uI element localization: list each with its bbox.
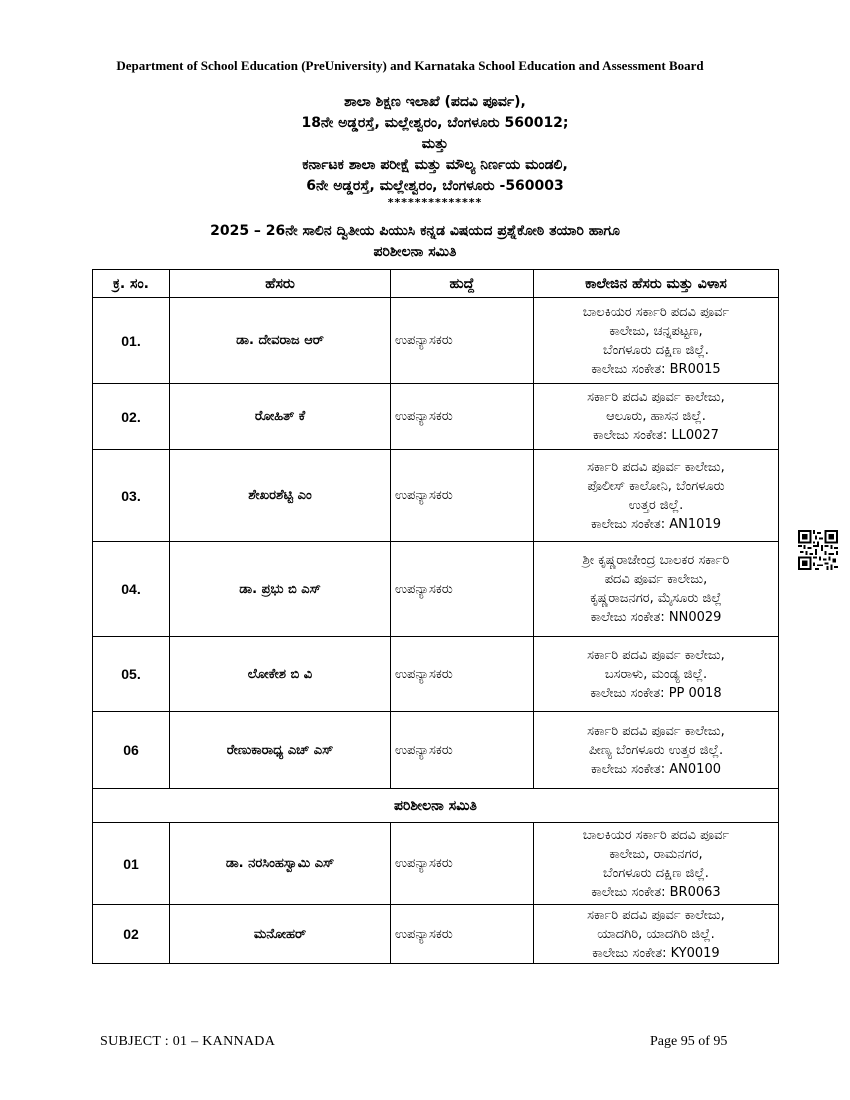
row-name: ಡಾ. ದೇವರಾಜ ಆರ್ (170, 298, 391, 384)
committee-table (92, 269, 779, 964)
footer-subject: SUBJECT : 01 – KANNADA (100, 1034, 276, 1049)
college-address-line: ಆಲೂರು, ಹಾಸನ ಜಿಲ್ಲೆ. (606, 409, 706, 424)
row-designation: ಉಪನ್ಯಾಸಕರು (391, 450, 534, 542)
college-address-line: ಕಾಲೇಜು ಸಂಕೇತ: AN1019 (590, 516, 721, 532)
college-address-line: ಸರ್ಕಾರಿ ಪದವಿ ಪೂರ್ವ ಕಾಲೇಜು, (587, 723, 725, 739)
address-header (0, 92, 850, 209)
row-name: ಶೇಖರಶೆಟ್ಟಿ ಎಂ (170, 450, 391, 542)
college-address-line: ಕಾಲೇಜು ಸಂಕೇತ: BR0063 (591, 884, 721, 900)
row-sl-no: 05. (93, 637, 170, 712)
college-address-line: ಕಾಲೇಜು ಸಂಕೇತ: BR0015 (591, 361, 721, 377)
row-name: ಡಾ. ಪ್ರಭು ಬಿ ಎಸ್ (170, 542, 391, 637)
address-line: ಶಾಲಾ ಶಿಕ್ಷಣ ಇಲಾಖೆ (ಪದವಿ ಪೂರ್ವ), (344, 94, 526, 110)
table-row (93, 450, 779, 542)
college-address-line: ಕಾಲೇಜು ಸಂಕೇತ: LL0027 (593, 428, 719, 443)
college-address-line: ಕಾಲೇಜು ಸಂಕೇತ: NN0029 (590, 610, 722, 625)
row-sl-no: 02 (93, 905, 170, 964)
college-address-line: ಬಾಲಕಿಯರ ಸರ್ಕಾರಿ ಪದವಿ ಪೂರ್ವ (582, 827, 730, 843)
table-row (93, 637, 779, 712)
row-college-address (534, 823, 779, 905)
college-address-line: ಕಾಲೇಜು, ರಾಮನಗರ, (609, 846, 703, 862)
college-address-line: ಯಾದಗಿರಿ, ಯಾದಗಿರಿ ಜಿಲ್ಲೆ. (597, 926, 715, 942)
row-designation: ಉಪನ್ಯಾಸಕರು (391, 637, 534, 712)
table-row (93, 823, 779, 905)
college-address-line: ಉತ್ತರ ಜಿಲ್ಲೆ. (628, 497, 684, 513)
address-line: 18ನೇ ಅಡ್ಡರಸ್ತೆ, ಮಲ್ಲೇಶ್ವರಂ, ಬೆಂಗಳೂರು 560012; (301, 115, 569, 131)
header-college: ಕಾಲೇಜಿನ ಹೆಸರು ಮತ್ತು ವಿಳಾಸ (534, 270, 779, 298)
college-address-line: ಕಾಲೇಜು ಸಂಕೇತ: KY0019 (592, 945, 720, 961)
college-address-line: ಕಾಲೇಜು, ಚನ್ನಪಟ್ಟಣ, (609, 323, 703, 339)
college-address-line: ಬೆಂಗಳೂರು ದಕ್ಷಿಣ ಜಿಲ್ಲೆ. (603, 865, 709, 881)
row-college-address (534, 298, 779, 384)
row-name: ರೇಣುಕಾರಾಧ್ಯ ಎಚ್ ಎಸ್ (170, 712, 391, 789)
college-address-line: ಕಾಲೇಜು ಸಂಕೇತ: AN0100 (590, 761, 721, 777)
row-name: ಮನೋಹರ್ (170, 905, 391, 964)
row-college-address (534, 384, 779, 450)
row-sl-no: 02. (93, 384, 170, 450)
college-address-line: ಬಸರಾಳು, ಮಂಡ್ಯ ಜಿಲ್ಲೆ. (604, 666, 708, 682)
row-name: ಡಾ. ನರಸಿಂಹಸ್ವಾಮಿ ಎಸ್ (170, 823, 391, 905)
row-college-address (534, 637, 779, 712)
row-sl-no: 06 (93, 712, 170, 789)
row-college-address (534, 450, 779, 542)
row-name: ಲೋಕೇಶ ಬಿ ವಿ (170, 637, 391, 712)
college-address-line: ಪೊಲೀಸ್ ಕಾಲೋನಿ, ಬೆಂಗಳೂರು (587, 478, 725, 494)
table-row (93, 542, 779, 637)
college-address-line: ಸರ್ಕಾರಿ ಪದವಿ ಪೂರ್ವ ಕಾಲೇಜು, (587, 647, 725, 663)
table-row (93, 905, 779, 964)
table-header-row (93, 270, 779, 298)
title-line-2: ಪರಿಶೀಲನಾ ಸಮಿತಿ (373, 244, 457, 260)
college-address-line: ಪೀಣ್ಯ ಬೆಂಗಳೂರು ಉತ್ತರ ಜಿಲ್ಲೆ. (588, 742, 724, 758)
section-title: ಪರಿಶೀಲನಾ ಸಮಿತಿ (93, 789, 779, 823)
address-line: ಮತ್ತು (421, 136, 449, 152)
row-sl-no: 04. (93, 542, 170, 637)
row-college-address (534, 905, 779, 964)
college-address-line: ಸರ್ಕಾರಿ ಪದವಿ ಪೂರ್ವ ಕಾಲೇಜು, (587, 390, 725, 405)
college-address-line: ಬಾಲಕಿಯರ ಸರ್ಕಾರಿ ಪದವಿ ಪೂರ್ವ (582, 304, 730, 320)
table-row (93, 298, 779, 384)
college-address-line: ಸರ್ಕಾರಿ ಪದವಿ ಪೂರ್ವ ಕಾಲೇಜು, (587, 907, 725, 923)
row-name: ರೋಹಿತ್ ಕೆ (170, 384, 391, 450)
section-row (93, 789, 779, 823)
row-designation: ಉಪನ್ಯಾಸಕರು (391, 712, 534, 789)
footer-page-number: Page 95 of 95 (650, 1034, 728, 1049)
row-designation: ಉಪನ್ಯಾಸಕರು (391, 384, 534, 450)
college-address-line: ಬೆಂಗಳೂರು ದಕ್ಷಿಣ ಜಿಲ್ಲೆ. (603, 342, 709, 358)
row-sl-no: 03. (93, 450, 170, 542)
department-line: Department of School Education (PreUniversity) and Karnataka School Education and Assessment Board (116, 58, 704, 73)
table-body (93, 298, 779, 964)
address-line: 6ನೇ ಅಡ್ಡರಸ್ತೆ, ಮಲ್ಲೇಶ್ವರಂ, ಬೆಂಗಳೂರು -560003 (306, 178, 564, 194)
header-sl-no: ಕ್ರ. ಸಂ. (93, 270, 170, 298)
table-row (93, 712, 779, 789)
row-designation: ಉಪನ್ಯಾಸಕರು (391, 823, 534, 905)
row-designation: ಉಪನ್ಯಾಸಕರು (391, 905, 534, 964)
address-line: ಕರ್ನಾಟಕ ಶಾಲಾ ಪರೀಕ್ಷೆ ಮತ್ತು ಮೌಲ್ಯ ನಿರ್ಣಯ ಮಂಡಲಿ, (302, 157, 568, 173)
row-sl-no: 01 (93, 823, 170, 905)
row-sl-no: 01. (93, 298, 170, 384)
table-row (93, 384, 779, 450)
header-designation: ಹುದ್ದೆ (391, 270, 534, 298)
document-title (0, 221, 830, 263)
college-address-line: ಪದವಿ ಪೂರ್ವ ಕಾಲೇಜು, (604, 572, 708, 587)
stars-divider: ************** (387, 196, 483, 209)
row-college-address (534, 542, 779, 637)
row-designation: ಉಪನ್ಯಾಸಕರು (391, 298, 534, 384)
college-address-line: ಸರ್ಕಾರಿ ಪದವಿ ಪೂರ್ವ ಕಾಲೇಜು, (587, 459, 725, 475)
row-designation: ಉಪನ್ಯಾಸಕರು (391, 542, 534, 637)
row-college-address (534, 712, 779, 789)
college-address-line: ಶ್ರೀ ಕೃಷ್ಣರಾಜೇಂದ್ರ ಬಾಲಕರ ಸರ್ಕಾರಿ (582, 553, 730, 568)
college-address-line: ಕಾಲೇಜು ಸಂಕೇತ: PP 0018 (590, 685, 722, 701)
title-line-1: 2025 – 26ನೇ ಸಾಲಿನ ದ್ವಿತೀಯ ಪಿಯುಸಿ ಕನ್ನಡ ವಿಷಯದ ಪ್ರಶ್ನೆಕೋಠಿ ತಯಾರಿ ಹಾಗೂ (210, 223, 620, 239)
college-address-line: ಕೃಷ್ಣರಾಜನಗರ, ಮೈಸೂರು ಜಿಲ್ಲೆ (590, 591, 722, 606)
qr-code-icon (798, 530, 838, 570)
header-name: ಹೆಸರು (170, 270, 391, 298)
